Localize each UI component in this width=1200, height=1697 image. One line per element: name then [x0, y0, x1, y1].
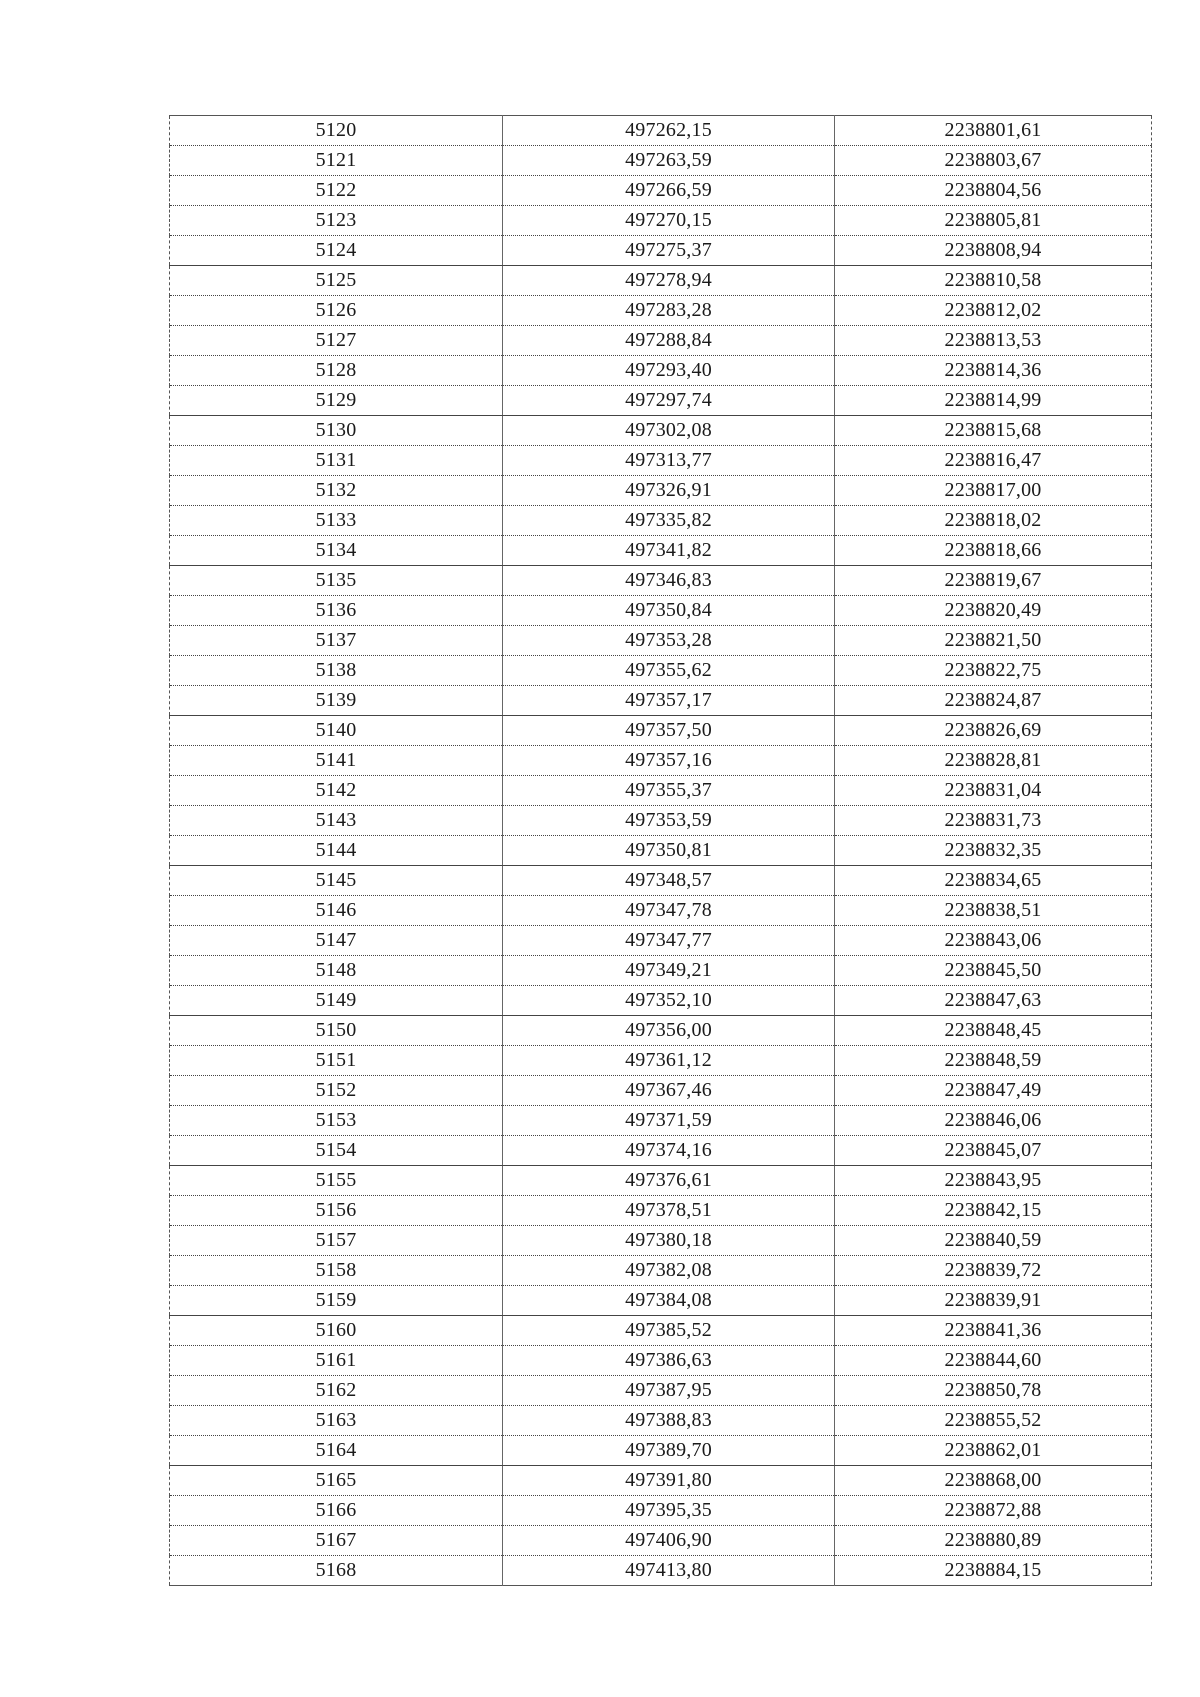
table-row: [170, 746, 1152, 776]
point-number-cell: 5150: [170, 1016, 503, 1046]
x-coordinate-cell: 497384,08: [503, 1286, 835, 1316]
y-coordinate-cell: 2238842,15: [835, 1196, 1152, 1226]
table-row: [170, 446, 1152, 476]
y-coordinate-cell: 2238801,61: [835, 116, 1152, 146]
point-number-cell: 5135: [170, 566, 503, 596]
table-row: [170, 1166, 1152, 1196]
table-row: [170, 866, 1152, 896]
x-coordinate-cell: 497270,15: [503, 206, 835, 236]
table-row: [170, 1136, 1152, 1166]
table-row: [170, 956, 1152, 986]
x-coordinate-cell: 497262,15: [503, 116, 835, 146]
table-row: [170, 1496, 1152, 1526]
point-number-cell: 5142: [170, 776, 503, 806]
y-coordinate-cell: 2238846,06: [835, 1106, 1152, 1136]
y-coordinate-cell: 2238848,45: [835, 1016, 1152, 1046]
x-coordinate-cell: 497346,83: [503, 566, 835, 596]
y-coordinate-cell: 2238839,72: [835, 1256, 1152, 1286]
x-coordinate-cell: 497413,80: [503, 1556, 835, 1586]
x-coordinate-cell: 497266,59: [503, 176, 835, 206]
x-coordinate-cell: 497278,94: [503, 266, 835, 296]
point-number-cell: 5136: [170, 596, 503, 626]
point-number-cell: 5131: [170, 446, 503, 476]
point-number-cell: 5162: [170, 1376, 503, 1406]
y-coordinate-cell: 2238872,88: [835, 1496, 1152, 1526]
point-number-cell: 5147: [170, 926, 503, 956]
point-number-cell: 5161: [170, 1346, 503, 1376]
point-number-cell: 5159: [170, 1286, 503, 1316]
y-coordinate-cell: 2238847,49: [835, 1076, 1152, 1106]
point-number-cell: 5143: [170, 806, 503, 836]
x-coordinate-cell: 497350,84: [503, 596, 835, 626]
y-coordinate-cell: 2238821,50: [835, 626, 1152, 656]
x-coordinate-cell: 497355,62: [503, 656, 835, 686]
point-number-cell: 5139: [170, 686, 503, 716]
point-number-cell: 5158: [170, 1256, 503, 1286]
x-coordinate-cell: 497367,46: [503, 1076, 835, 1106]
y-coordinate-cell: 2238822,75: [835, 656, 1152, 686]
y-coordinate-cell: 2238838,51: [835, 896, 1152, 926]
y-coordinate-cell: 2238847,63: [835, 986, 1152, 1016]
x-coordinate-cell: 497395,35: [503, 1496, 835, 1526]
table-row: [170, 1046, 1152, 1076]
point-number-cell: 5128: [170, 356, 503, 386]
table-row: [170, 476, 1152, 506]
table-row: [170, 266, 1152, 296]
x-coordinate-cell: 497335,82: [503, 506, 835, 536]
y-coordinate-cell: 2238868,00: [835, 1466, 1152, 1496]
point-number-cell: 5166: [170, 1496, 503, 1526]
y-coordinate-cell: 2238820,49: [835, 596, 1152, 626]
table-row: [170, 296, 1152, 326]
x-coordinate-cell: 497382,08: [503, 1256, 835, 1286]
table-row: [170, 1226, 1152, 1256]
table-row: [170, 1436, 1152, 1466]
x-coordinate-cell: 497357,16: [503, 746, 835, 776]
x-coordinate-cell: 497352,10: [503, 986, 835, 1016]
x-coordinate-cell: 497389,70: [503, 1436, 835, 1466]
y-coordinate-cell: 2238845,07: [835, 1136, 1152, 1166]
table-row: [170, 1076, 1152, 1106]
table-row: [170, 896, 1152, 926]
point-number-cell: 5160: [170, 1316, 503, 1346]
table-row: [170, 656, 1152, 686]
table-row: [170, 986, 1152, 1016]
y-coordinate-cell: 2238812,02: [835, 296, 1152, 326]
point-number-cell: 5121: [170, 146, 503, 176]
point-number-cell: 5157: [170, 1226, 503, 1256]
point-number-cell: 5123: [170, 206, 503, 236]
table-row: [170, 716, 1152, 746]
y-coordinate-cell: 2238808,94: [835, 236, 1152, 266]
point-number-cell: 5140: [170, 716, 503, 746]
table-row: [170, 776, 1152, 806]
y-coordinate-cell: 2238880,89: [835, 1526, 1152, 1556]
point-number-cell: 5152: [170, 1076, 503, 1106]
table-row: [170, 926, 1152, 956]
x-coordinate-cell: 497297,74: [503, 386, 835, 416]
y-coordinate-cell: 2238848,59: [835, 1046, 1152, 1076]
table-row: [170, 1526, 1152, 1556]
table-row: [170, 1376, 1152, 1406]
x-coordinate-cell: 497326,91: [503, 476, 835, 506]
table-row: [170, 1286, 1152, 1316]
y-coordinate-cell: 2238804,56: [835, 176, 1152, 206]
table-row: [170, 596, 1152, 626]
x-coordinate-cell: 497263,59: [503, 146, 835, 176]
y-coordinate-cell: 2238840,59: [835, 1226, 1152, 1256]
table-row: [170, 116, 1152, 146]
y-coordinate-cell: 2238810,58: [835, 266, 1152, 296]
point-number-cell: 5163: [170, 1406, 503, 1436]
table-row: [170, 1406, 1152, 1436]
x-coordinate-cell: 497283,28: [503, 296, 835, 326]
y-coordinate-cell: 2238816,47: [835, 446, 1152, 476]
x-coordinate-cell: 497313,77: [503, 446, 835, 476]
y-coordinate-cell: 2238817,00: [835, 476, 1152, 506]
table-row: [170, 236, 1152, 266]
point-number-cell: 5148: [170, 956, 503, 986]
table-row: [170, 836, 1152, 866]
y-coordinate-cell: 2238818,02: [835, 506, 1152, 536]
x-coordinate-cell: 497391,80: [503, 1466, 835, 1496]
y-coordinate-cell: 2238832,35: [835, 836, 1152, 866]
table-row: [170, 626, 1152, 656]
y-coordinate-cell: 2238828,81: [835, 746, 1152, 776]
table-row: [170, 1316, 1152, 1346]
table-row: [170, 176, 1152, 206]
y-coordinate-cell: 2238839,91: [835, 1286, 1152, 1316]
x-coordinate-cell: 497353,59: [503, 806, 835, 836]
table-row: [170, 1196, 1152, 1226]
table-row: [170, 326, 1152, 356]
x-coordinate-cell: 497385,52: [503, 1316, 835, 1346]
table-row: [170, 686, 1152, 716]
point-number-cell: 5120: [170, 116, 503, 146]
x-coordinate-cell: 497388,83: [503, 1406, 835, 1436]
x-coordinate-cell: 497288,84: [503, 326, 835, 356]
table-row: [170, 1466, 1152, 1496]
x-coordinate-cell: 497347,78: [503, 896, 835, 926]
x-coordinate-cell: 497275,37: [503, 236, 835, 266]
x-coordinate-cell: 497347,77: [503, 926, 835, 956]
point-number-cell: 5141: [170, 746, 503, 776]
x-coordinate-cell: 497357,50: [503, 716, 835, 746]
y-coordinate-cell: 2238815,68: [835, 416, 1152, 446]
x-coordinate-cell: 497376,61: [503, 1166, 835, 1196]
point-number-cell: 5145: [170, 866, 503, 896]
point-number-cell: 5125: [170, 266, 503, 296]
y-coordinate-cell: 2238834,65: [835, 866, 1152, 896]
point-number-cell: 5154: [170, 1136, 503, 1166]
table-row: [170, 806, 1152, 836]
y-coordinate-cell: 2238818,66: [835, 536, 1152, 566]
table-row: [170, 386, 1152, 416]
y-coordinate-cell: 2238844,60: [835, 1346, 1152, 1376]
point-number-cell: 5155: [170, 1166, 503, 1196]
point-number-cell: 5124: [170, 236, 503, 266]
point-number-cell: 5137: [170, 626, 503, 656]
y-coordinate-cell: 2238845,50: [835, 956, 1152, 986]
x-coordinate-cell: 497350,81: [503, 836, 835, 866]
x-coordinate-cell: 497356,00: [503, 1016, 835, 1046]
y-coordinate-cell: 2238824,87: [835, 686, 1152, 716]
table-row: [170, 1346, 1152, 1376]
point-number-cell: 5156: [170, 1196, 503, 1226]
point-number-cell: 5132: [170, 476, 503, 506]
y-coordinate-cell: 2238814,99: [835, 386, 1152, 416]
point-number-cell: 5151: [170, 1046, 503, 1076]
x-coordinate-cell: 497293,40: [503, 356, 835, 386]
point-number-cell: 5133: [170, 506, 503, 536]
x-coordinate-cell: 497353,28: [503, 626, 835, 656]
y-coordinate-cell: 2238862,01: [835, 1436, 1152, 1466]
point-number-cell: 5165: [170, 1466, 503, 1496]
y-coordinate-cell: 2238850,78: [835, 1376, 1152, 1406]
x-coordinate-cell: 497357,17: [503, 686, 835, 716]
y-coordinate-cell: 2238814,36: [835, 356, 1152, 386]
y-coordinate-cell: 2238855,52: [835, 1406, 1152, 1436]
y-coordinate-cell: 2238813,53: [835, 326, 1152, 356]
x-coordinate-cell: 497380,18: [503, 1226, 835, 1256]
coordinates-table: [169, 115, 1152, 1586]
table-row: [170, 536, 1152, 566]
table-row: [170, 1256, 1152, 1286]
point-number-cell: 5168: [170, 1556, 503, 1586]
point-number-cell: 5149: [170, 986, 503, 1016]
x-coordinate-cell: 497348,57: [503, 866, 835, 896]
point-number-cell: 5144: [170, 836, 503, 866]
point-number-cell: 5130: [170, 416, 503, 446]
y-coordinate-cell: 2238841,36: [835, 1316, 1152, 1346]
table-row: [170, 206, 1152, 236]
table-row: [170, 1556, 1152, 1586]
point-number-cell: 5126: [170, 296, 503, 326]
x-coordinate-cell: 497387,95: [503, 1376, 835, 1406]
table-row: [170, 506, 1152, 536]
table-row: [170, 1016, 1152, 1046]
point-number-cell: 5138: [170, 656, 503, 686]
y-coordinate-cell: 2238805,81: [835, 206, 1152, 236]
table-row: [170, 356, 1152, 386]
x-coordinate-cell: 497371,59: [503, 1106, 835, 1136]
coordinates-table-body: [170, 116, 1152, 1586]
point-number-cell: 5153: [170, 1106, 503, 1136]
x-coordinate-cell: 497302,08: [503, 416, 835, 446]
x-coordinate-cell: 497374,16: [503, 1136, 835, 1166]
y-coordinate-cell: 2238831,73: [835, 806, 1152, 836]
table-row: [170, 1106, 1152, 1136]
x-coordinate-cell: 497386,63: [503, 1346, 835, 1376]
y-coordinate-cell: 2238803,67: [835, 146, 1152, 176]
point-number-cell: 5122: [170, 176, 503, 206]
y-coordinate-cell: 2238843,95: [835, 1166, 1152, 1196]
y-coordinate-cell: 2238831,04: [835, 776, 1152, 806]
x-coordinate-cell: 497355,37: [503, 776, 835, 806]
point-number-cell: 5146: [170, 896, 503, 926]
x-coordinate-cell: 497361,12: [503, 1046, 835, 1076]
table-row: [170, 146, 1152, 176]
point-number-cell: 5127: [170, 326, 503, 356]
point-number-cell: 5164: [170, 1436, 503, 1466]
y-coordinate-cell: 2238819,67: [835, 566, 1152, 596]
y-coordinate-cell: 2238843,06: [835, 926, 1152, 956]
point-number-cell: 5129: [170, 386, 503, 416]
x-coordinate-cell: 497349,21: [503, 956, 835, 986]
point-number-cell: 5134: [170, 536, 503, 566]
table-row: [170, 566, 1152, 596]
x-coordinate-cell: 497406,90: [503, 1526, 835, 1556]
table-row: [170, 416, 1152, 446]
y-coordinate-cell: 2238826,69: [835, 716, 1152, 746]
point-number-cell: 5167: [170, 1526, 503, 1556]
x-coordinate-cell: 497378,51: [503, 1196, 835, 1226]
y-coordinate-cell: 2238884,15: [944, 1559, 1042, 1581]
x-coordinate-cell: 497341,82: [503, 536, 835, 566]
